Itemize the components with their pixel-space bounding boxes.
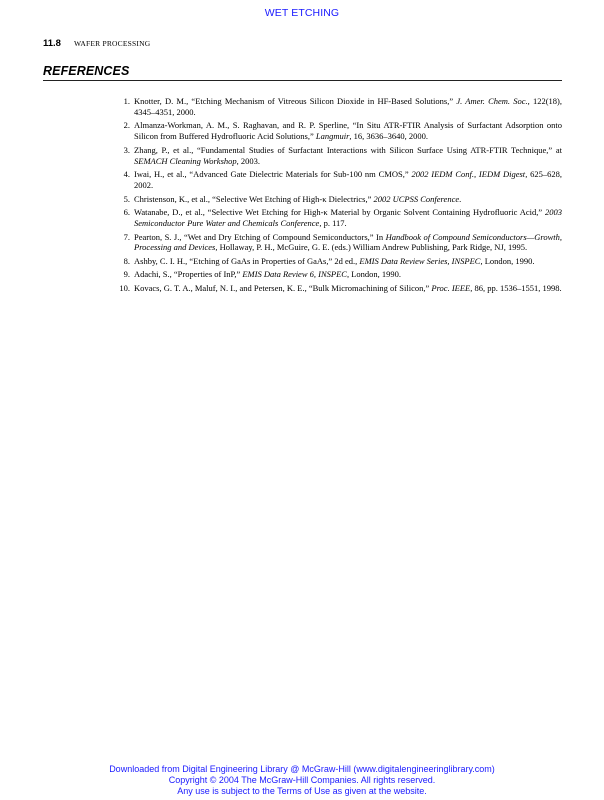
- reference-source-italic: EMIS Data Review 6, INSPEC: [242, 269, 347, 280]
- reference-text-segment: , London, 1990.: [480, 255, 535, 266]
- reference-text-segment: Iwai, H., et al., “Advanced Gate Dielectric Materials for Sub-100 nm CMOS,”: [134, 169, 412, 180]
- reference-number: 10.: [119, 282, 130, 293]
- reference-number: 3.: [123, 144, 130, 155]
- reference-text: [134, 269, 401, 279]
- reference-text: [134, 207, 562, 228]
- footer-download-line[interactable]: Downloaded from Digital Engineering Library @ McGraw-Hill (www.digitalengineeringlibrary.com): [109, 764, 495, 774]
- reference-text-segment: , London, 1990.: [346, 269, 402, 280]
- footer-terms-line: Any use is subject to the Terms of Use as given at the website.: [177, 785, 427, 796]
- reference-number: 4.: [123, 169, 130, 180]
- reference-text-segment: Zhang, P., et al., “Fundamental Studies of Surfactant Interactions with Silicon Surface Using ATR-FTIR Technique,” at: [134, 144, 562, 155]
- reference-source-italic: 2002 IEDM Conf., IEDM Digest: [411, 169, 526, 180]
- reference-item: [104, 169, 562, 191]
- reference-text: [134, 169, 562, 190]
- reference-text: [134, 145, 562, 166]
- footer: [0, 764, 604, 796]
- reference-text-segment: .: [459, 193, 462, 204]
- reference-text: [134, 283, 562, 293]
- reference-text-segment: Almanza-Workman, A. M., S. Raghavan, and R. P. Sperline, “In Situ ATR-FTIR Analysis of Surfactant Adsorption onto Silicon from Buffered Hydrofluoric Acid Solutions,”: [134, 120, 562, 142]
- reference-text-segment: , p. 117.: [319, 218, 347, 229]
- reference-item: [104, 256, 562, 267]
- reference-text: [134, 194, 461, 204]
- reference-item: [104, 283, 562, 294]
- reference-source-italic: EMIS Data Review Series, INSPEC: [359, 255, 481, 266]
- reference-number: 8.: [123, 255, 130, 266]
- reference-text-segment: , 122(18), 4345–4351, 2000.: [134, 96, 562, 117]
- book-title: WAFER PROCESSING: [73, 39, 151, 48]
- reference-number: 5.: [123, 193, 130, 204]
- reference-item: [104, 194, 562, 205]
- reference-text: [134, 120, 562, 141]
- reference-text: [134, 256, 535, 266]
- reference-text-segment: , 625–628, 2002.: [134, 169, 563, 191]
- reference-number: 6.: [123, 207, 130, 218]
- reference-number: 9.: [123, 269, 130, 280]
- reference-source-italic: 2002 UCPSS Conference: [373, 193, 460, 204]
- running-head: [43, 38, 150, 49]
- heading-divider: [43, 80, 562, 81]
- reference-item: [104, 120, 562, 142]
- reference-item: [104, 269, 562, 280]
- reference-text-segment: Kovacs, G. T. A., Maluf, N. I., and Petersen, K. E., “Bulk Micromachining of Silicon,”: [134, 282, 432, 293]
- reference-number: 7.: [123, 231, 130, 242]
- reference-source-italic: 2003 Semiconductor Pure Water and Chemicals Conference: [134, 207, 562, 229]
- reference-text-segment: Pearton, S. J., “Wet and Dry Etching of Compound Semiconductors,” In: [134, 231, 386, 242]
- reference-text-segment: Ashby, C. I. H., “Etching of GaAs in Properties of GaAs,” 2d ed.,: [134, 255, 360, 266]
- reference-text-segment: Christenson, K., et al., “Selective Wet Etching of High-κ Dielectrics,”: [134, 193, 374, 204]
- reference-text-segment: , 86, pp. 1536–1551, 1998.: [470, 282, 562, 293]
- reference-item: [104, 207, 562, 229]
- reference-source-italic: J. Amer. Chem. Soc.: [456, 96, 528, 106]
- reference-number: 1.: [123, 96, 130, 106]
- reference-source-italic: Handbook of Compound Semiconductors—Growth, Processing and Devices: [134, 231, 562, 253]
- reference-list: [104, 96, 562, 296]
- reference-item: [104, 96, 562, 118]
- reference-item: [104, 232, 562, 254]
- reference-text-segment: , Hollaway, P. H., McGuire, G. E. (eds.) William Andrew Publishing, Park Ridge, NJ, 1995.: [215, 242, 528, 253]
- reference-text: [134, 96, 562, 117]
- reference-number: 2.: [123, 120, 130, 131]
- reference-text-segment: Adachi, S., “Properties of InP,”: [134, 269, 243, 280]
- reference-item: [104, 145, 562, 167]
- page-number: 11.8: [43, 38, 61, 49]
- reference-text-segment: Watanabe, D., et al., “Selective Wet Etching for High-κ Material by Organic Solvent Containing Hydrofluoric Acid,”: [134, 207, 545, 218]
- footer-copyright-line: Copyright © 2004 The McGraw-Hill Companies. All rights reserved.: [168, 774, 436, 785]
- reference-text-segment: Knotter, D. M., “Etching Mechanism of Vitreous Silicon Dioxide in HF-Based Solutions,”: [134, 96, 457, 106]
- reference-text-segment: , 16, 3636–3640, 2000.: [349, 131, 429, 142]
- reference-source-italic: Langmuir: [315, 131, 350, 142]
- section-heading: REFERENCES: [43, 64, 130, 78]
- reference-source-italic: SEMACH Cleaning Workshop: [134, 155, 237, 166]
- top-banner-title: WET ETCHING: [264, 7, 340, 19]
- reference-source-italic: Proc. IEEE: [431, 282, 471, 293]
- reference-text: [134, 232, 562, 253]
- reference-text-segment: , 2003.: [236, 155, 261, 166]
